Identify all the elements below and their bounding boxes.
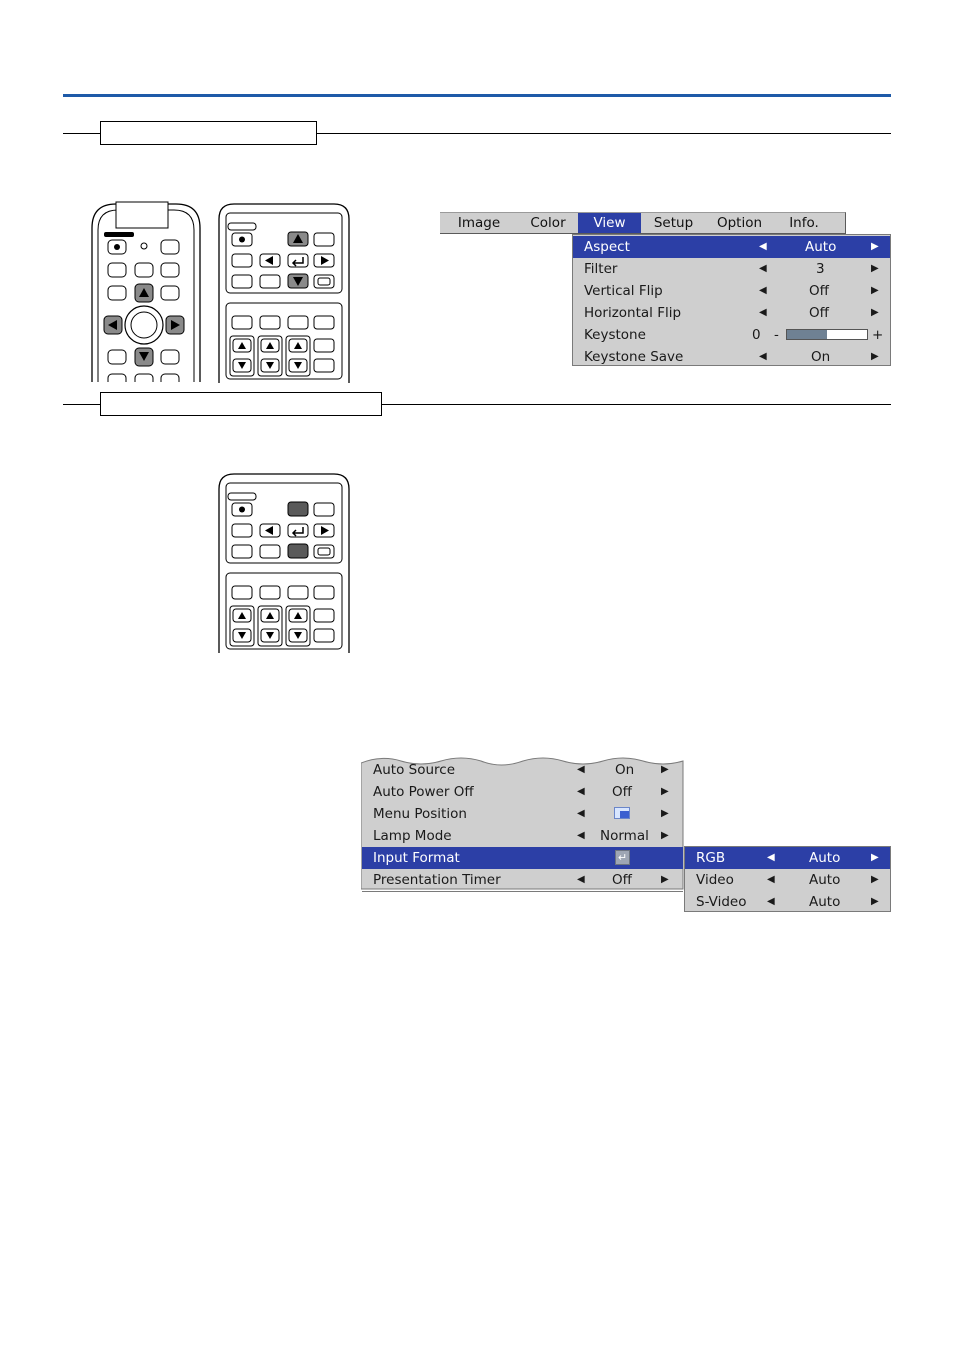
tab-setup[interactable]	[641, 213, 706, 233]
arrow-right-icon[interactable]: ▶	[871, 263, 879, 274]
tab-label: Setup	[653, 215, 694, 231]
tab-label: Info.	[789, 215, 819, 231]
arrow-left-icon[interactable]: ◀	[759, 285, 767, 296]
section-heading-box-2	[100, 392, 382, 416]
menu-item-label: Keystone Save	[584, 349, 684, 365]
section-heading-box-1	[100, 121, 317, 145]
arrow-left-icon[interactable]: ◀	[759, 307, 767, 318]
arrow-right-icon[interactable]: ▶	[661, 830, 669, 841]
arrow-right-icon[interactable]: ▶	[661, 874, 669, 885]
menu-item-auto-power-off[interactable]	[362, 781, 683, 803]
arrow-left-icon[interactable]: ◀	[759, 263, 767, 274]
menu-item-value: Off	[612, 872, 632, 888]
submenu-item-rgb[interactable]	[685, 847, 890, 869]
arrow-left-icon[interactable]: ◀	[577, 764, 585, 775]
menu-item-keystone-save[interactable]	[573, 346, 890, 368]
remote-control-illustration-3	[218, 473, 350, 653]
menu-item-value: Off	[612, 784, 632, 800]
arrow-right-icon[interactable]: ▶	[871, 852, 879, 863]
menu-item-label: Auto Source	[373, 762, 456, 778]
menu-item-input-format[interactable]	[362, 847, 683, 869]
tab-option[interactable]	[706, 213, 773, 233]
menu-item-label: Filter	[584, 261, 618, 277]
arrow-right-icon[interactable]: ▶	[871, 285, 879, 296]
menu-item-value: Auto	[805, 239, 837, 255]
tab-info[interactable]	[773, 213, 835, 233]
remote-control-illustration-1	[88, 198, 204, 382]
tab-label: Image	[457, 215, 501, 231]
menu-item-label: Lamp Mode	[373, 828, 452, 844]
arrow-left-icon[interactable]: ◀	[577, 808, 585, 819]
arrow-left-icon[interactable]: ◀	[577, 786, 585, 797]
arrow-left-icon[interactable]: ◀	[577, 874, 585, 885]
menu-item-filter[interactable]	[573, 258, 890, 280]
arrow-left-icon[interactable]: ◀	[767, 852, 775, 863]
remote-control-illustration-2	[218, 203, 350, 383]
tab-view[interactable]	[578, 213, 641, 233]
submenu-item-label: Video	[696, 872, 734, 888]
menu-item-value: 3	[816, 261, 825, 277]
menu-item-menu-position[interactable]	[362, 803, 683, 825]
menu-item-label: Aspect	[584, 239, 630, 255]
menu-position-icon	[614, 807, 630, 819]
menu-item-vertical-flip[interactable]	[573, 280, 890, 302]
menu-item-value: On	[811, 349, 831, 365]
keystone-minus[interactable]: -	[774, 327, 779, 343]
menu-item-value: Off	[809, 283, 829, 299]
enter-icon[interactable]: ↵	[615, 850, 630, 865]
menu-item-value: Off	[809, 305, 829, 321]
tab-color[interactable]	[518, 213, 578, 233]
tab-label: Option	[716, 215, 763, 231]
menu-item-horizontal-flip[interactable]	[573, 302, 890, 324]
arrow-left-icon[interactable]: ◀	[767, 874, 775, 885]
submenu-item-value: Auto	[809, 894, 841, 910]
keystone-plus[interactable]: +	[872, 327, 884, 343]
menu-item-presentation-timer[interactable]	[362, 869, 683, 892]
arrow-right-icon[interactable]: ▶	[871, 241, 879, 252]
menu-item-label: Vertical Flip	[584, 283, 663, 299]
menu-item-label: Input Format	[373, 850, 460, 866]
arrow-right-icon[interactable]: ▶	[661, 764, 669, 775]
view-menu-panel	[572, 234, 891, 366]
arrow-left-icon[interactable]: ◀	[577, 830, 585, 841]
menu-item-label: Presentation Timer	[373, 872, 501, 888]
menu-item-value: Normal	[600, 828, 649, 844]
menu-item-label: Menu Position	[373, 806, 467, 822]
submenu-item-value: Auto	[809, 850, 841, 866]
arrow-left-icon[interactable]: ◀	[759, 241, 767, 252]
menu-bar	[440, 212, 846, 234]
menu-item-value: On	[615, 762, 635, 778]
arrow-right-icon[interactable]: ▶	[871, 351, 879, 362]
submenu-item-label: S-Video	[696, 894, 747, 910]
submenu-item-video[interactable]	[685, 869, 890, 891]
menu-item-label: Horizontal Flip	[584, 305, 682, 321]
tab-label: Color	[530, 215, 566, 231]
submenu-item-label: RGB	[696, 850, 726, 866]
tab-image[interactable]	[440, 213, 518, 233]
submenu-item-s-video[interactable]	[685, 891, 890, 913]
setup-menu-panel	[362, 759, 683, 890]
menu-item-keystone[interactable]	[573, 324, 890, 346]
submenu-item-value: Auto	[809, 872, 841, 888]
menu-item-auto-source[interactable]	[362, 759, 683, 781]
arrow-left-icon[interactable]: ◀	[767, 896, 775, 907]
menu-item-label: Auto Power Off	[373, 784, 474, 800]
arrow-left-icon[interactable]: ◀	[759, 351, 767, 362]
arrow-right-icon[interactable]: ▶	[661, 786, 669, 797]
arrow-right-icon[interactable]: ▶	[871, 307, 879, 318]
menu-item-label: Keystone	[584, 327, 646, 343]
keystone-slider-fill	[787, 330, 827, 339]
keystone-value: 0	[752, 327, 761, 343]
menu-item-lamp-mode[interactable]	[362, 825, 683, 847]
tab-label: View	[593, 215, 626, 231]
arrow-right-icon[interactable]: ▶	[661, 808, 669, 819]
arrow-right-icon[interactable]: ▶	[871, 896, 879, 907]
keystone-slider[interactable]	[786, 329, 868, 340]
arrow-right-icon[interactable]: ▶	[871, 874, 879, 885]
menu-item-aspect[interactable]	[573, 236, 890, 258]
input-format-submenu	[684, 846, 891, 912]
header-rule	[63, 94, 891, 97]
